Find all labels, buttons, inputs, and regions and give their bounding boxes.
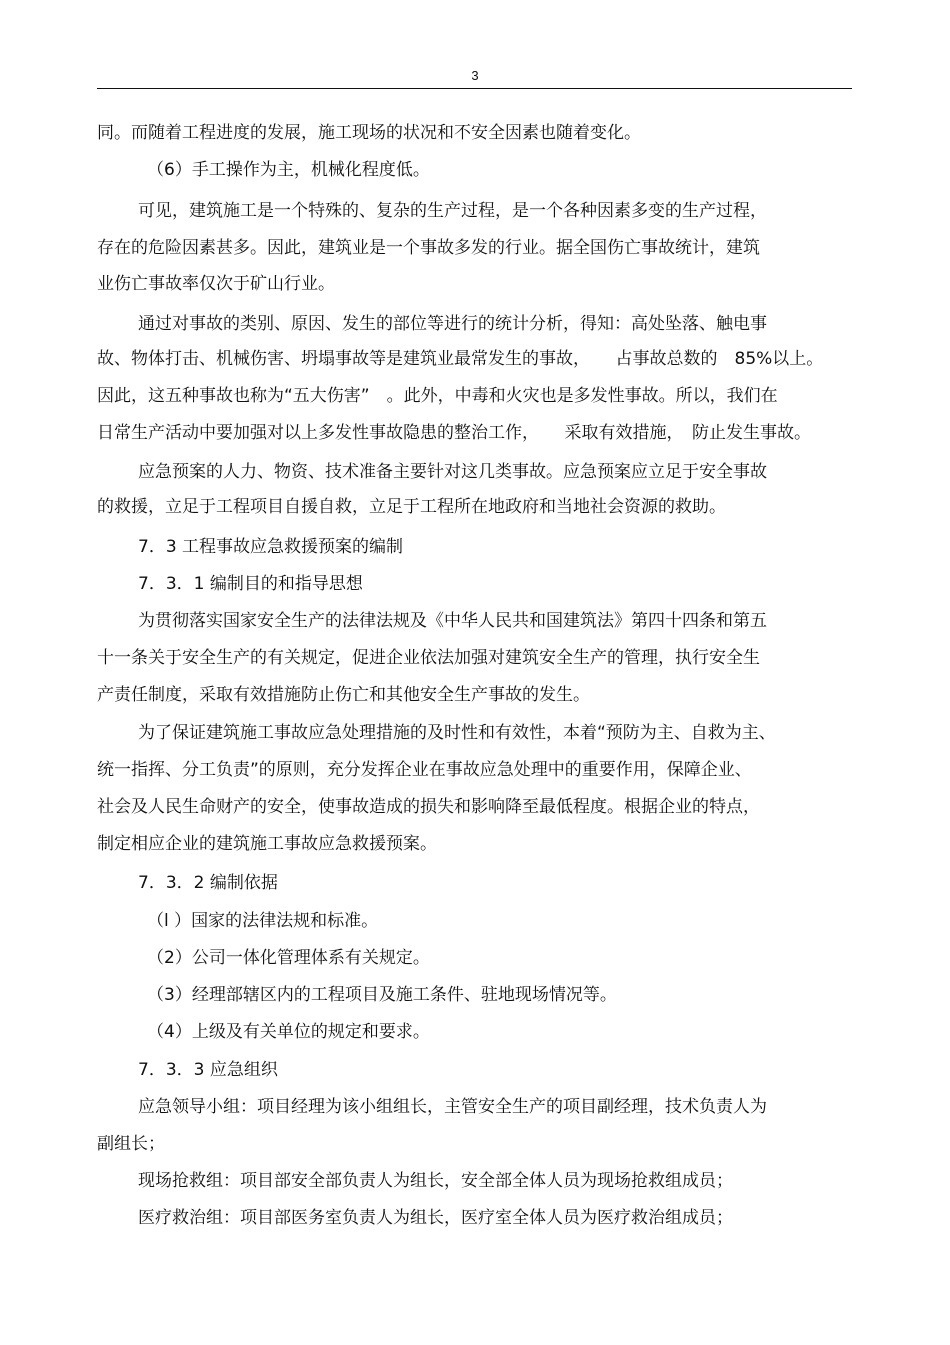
list-item: （2）公司一体化管理体系有关规定。 <box>147 948 430 968</box>
paragraph-line: 社会及人民生命财产的安全，使事故造成的损失和影响降至最低程度。根据企业的特点， <box>97 797 760 817</box>
paragraph-line: 同。而随着工程进度的发展，施工现场的状况和不安全因素也随着变化。 <box>97 123 641 143</box>
paragraph-line: 为了保证建筑施工事故应急处理措施的及时性和有效性，本着“预防为主、自救为主、 <box>138 723 776 743</box>
paragraph-line: 通过对事故的类别、原因、发生的部位等进行的统计分析，得知：高处坠落、触电事 <box>138 314 767 334</box>
paragraph-line: 可见，建筑施工是一个特殊的、复杂的生产过程，是一个各种因素多变的生产过程， <box>138 201 767 221</box>
paragraph-line: 的救援，立足于工程项目自援自救，立足于工程所在地政府和当地社会资源的救助。 <box>97 497 726 517</box>
paragraph-line: 因此，这五种事故也称为“五大伤害” 。此外，中毒和火灾也是多发性事故。所以，我们在 <box>97 386 778 406</box>
page-number: 3 <box>471 68 479 83</box>
list-item: （6）手工操作为主，机械化程度低。 <box>147 160 430 180</box>
paragraph-line: 应急预案的人力、物资、技术准备主要针对这几类事故。应急预案应立足于安全事故 <box>138 462 767 482</box>
section-heading: 7．3．2 编制依据 <box>138 873 278 893</box>
paragraph-line: 故、物体打击、机械伤害、坍塌事故等是建筑业最常发生的事故， 占事故总数的 85%以上。 <box>97 349 824 369</box>
paragraph-line: 为贯彻落实国家安全生产的法律法规及《中华人民共和国建筑法》第四十四条和第五 <box>138 611 767 631</box>
list-item: （l ）国家的法律法规和标准。 <box>147 911 379 931</box>
paragraph-line: 现场抢救组：项目部安全部负责人为组长，安全部全体人员为现场抢救组成员； <box>138 1171 733 1191</box>
paragraph-line: 业伤亡事故率仅次于矿山行业。 <box>97 274 335 294</box>
paragraph-line: 统一指挥、分工负责”的原则，充分发挥企业在事故应急处理中的重要作用，保障企业、 <box>97 760 752 780</box>
paragraph-line: 存在的危险因素甚多。因此，建筑业是一个事故多发的行业。据全国伤亡事故统计，建筑 <box>97 238 760 258</box>
paragraph-line: 十一条关于安全生产的有关规定，促进企业依法加强对建筑安全生产的管理，执行安全生 <box>97 648 760 668</box>
section-heading: 7．3 工程事故应急救援预案的编制 <box>138 537 404 557</box>
paragraph-line: 日常生产活动中要加强对以上多发性事故隐患的整治工作， 采取有效措施， 防止发生事故。 <box>97 423 811 443</box>
paragraph-line: 应急领导小组：项目经理为该小组组长，主管安全生产的项目副经理，技术负责人为 <box>138 1097 767 1117</box>
header-rule <box>97 88 852 89</box>
paragraph-line: 医疗救治组：项目部医务室负责人为组长，医疗室全体人员为医疗救治组成员； <box>138 1208 733 1228</box>
paragraph-line: 制定相应企业的建筑施工事故应急救援预案。 <box>97 834 437 854</box>
paragraph-line: 产责任制度，采取有效措施防止伤亡和其他安全生产事故的发生。 <box>97 685 590 705</box>
section-heading: 7．3．3 应急组织 <box>138 1060 278 1080</box>
list-item: （3）经理部辖区内的工程项目及施工条件、驻地现场情况等。 <box>147 985 617 1005</box>
section-heading: 7．3．1 编制目的和指导思想 <box>138 574 363 594</box>
paragraph-line: 副组长； <box>97 1134 165 1154</box>
list-item: （4）上级及有关单位的规定和要求。 <box>147 1022 430 1042</box>
